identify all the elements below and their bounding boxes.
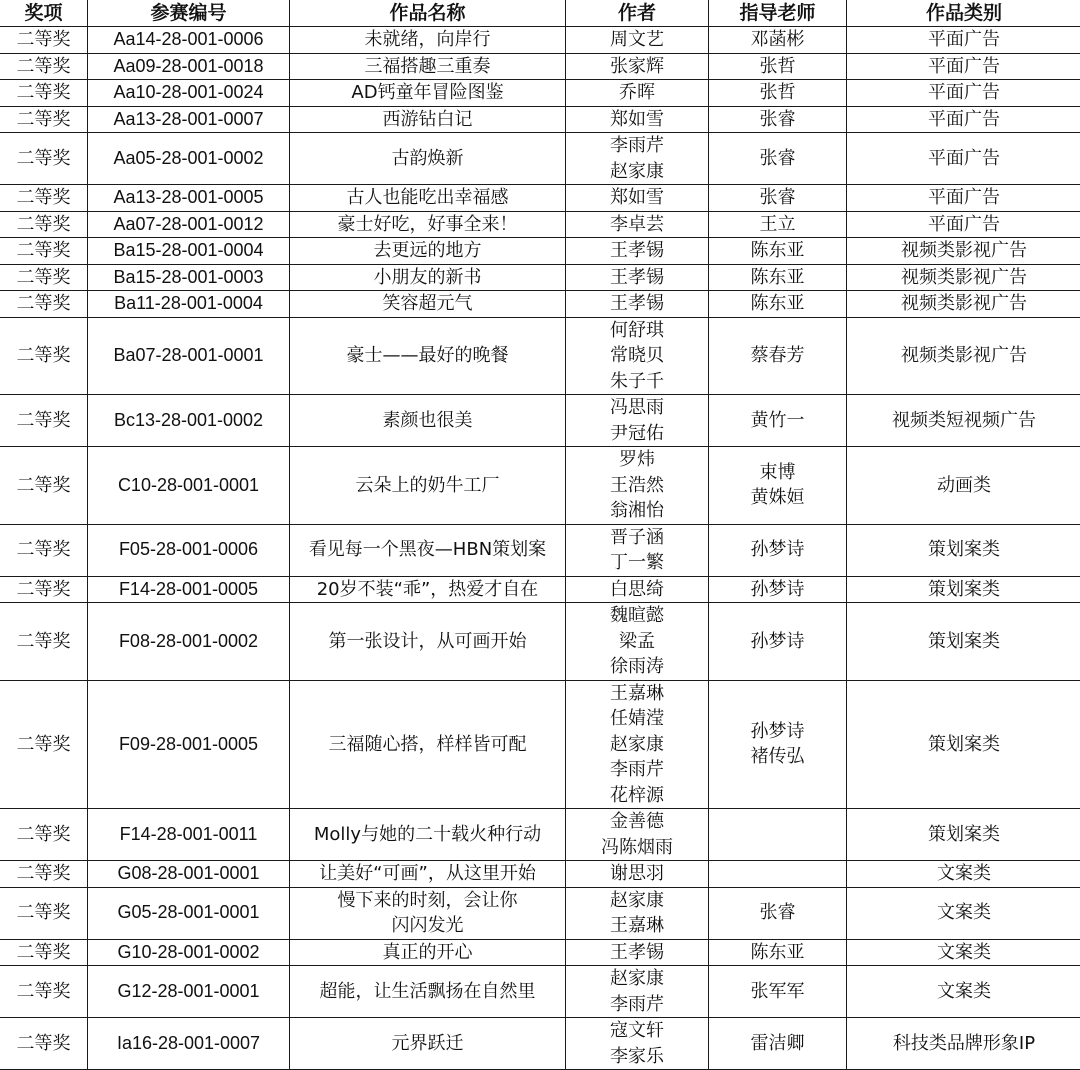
entry-code-cell: Bc13-28-001-0002 — [88, 395, 290, 447]
entry-code-cell: Aa05-28-001-0002 — [88, 133, 290, 185]
advisor-cell — [709, 80, 847, 107]
work-title-cell — [290, 53, 566, 80]
advisor-cell — [709, 809, 847, 861]
award-cell: 二等奖 — [0, 27, 88, 54]
author-name: 赵家康 — [566, 966, 708, 992]
table-row — [0, 576, 1080, 603]
author-cell — [566, 680, 709, 809]
entry-code-cell: G05-28-001-0001 — [88, 887, 290, 939]
work-title-line: 闪闪发光 — [290, 913, 565, 939]
work-title-line: 云朵上的奶牛工厂 — [290, 473, 565, 499]
advisor-cell — [709, 576, 847, 603]
advisor-cell — [709, 447, 847, 525]
header-award: 奖项 — [0, 0, 88, 27]
author-name: 何舒琪 — [566, 318, 708, 344]
author-name: 张家辉 — [566, 54, 708, 80]
entry-code-cell: F08-28-001-0002 — [88, 603, 290, 681]
entry-code-cell: Ia16-28-001-0007 — [88, 1018, 290, 1070]
work-title-line: 古人也能吃出幸福感 — [290, 185, 565, 211]
advisor-cell — [709, 680, 847, 809]
advisor-name: 黄竹一 — [709, 408, 846, 434]
work-title-line: 第一张设计，从可画开始 — [290, 629, 565, 655]
author-name: 乔晖 — [566, 80, 708, 106]
entry-code-cell: Aa13-28-001-0007 — [88, 106, 290, 133]
author-name: 郑如雪 — [566, 185, 708, 211]
award-cell: 二等奖 — [0, 861, 88, 888]
table-row — [0, 291, 1080, 318]
advisor-name: 黄姝姮 — [709, 485, 846, 511]
table-row — [0, 211, 1080, 238]
work-title-line: 西游钻白记 — [290, 107, 565, 133]
work-category-cell: 策划案类 — [847, 603, 1080, 681]
author-cell — [566, 395, 709, 447]
advisor-name: 张哲 — [709, 54, 846, 80]
work-title-line: 慢下来的时刻，会让你 — [290, 888, 565, 914]
author-name: 赵家康 — [566, 888, 708, 914]
work-title-cell — [290, 887, 566, 939]
author-name: 赵家康 — [566, 732, 708, 758]
table-row — [0, 395, 1080, 447]
header-entry-code: 参赛编号 — [88, 0, 290, 27]
header-work-title: 作品名称 — [290, 0, 566, 27]
advisor-cell — [709, 939, 847, 966]
work-category-cell: 策划案类 — [847, 680, 1080, 809]
work-category-cell: 视频类影视广告 — [847, 264, 1080, 291]
work-category-cell: 平面广告 — [847, 106, 1080, 133]
table-row — [0, 680, 1080, 809]
work-title-line: 未就绪，向岸行 — [290, 27, 565, 53]
work-title-line: AD钙童年冒险图鉴 — [290, 80, 565, 106]
entry-code-cell: Aa13-28-001-0005 — [88, 185, 290, 212]
work-category-cell: 科技类品牌形象IP — [847, 1018, 1080, 1070]
work-category-cell: 平面广告 — [847, 133, 1080, 185]
work-category-cell: 平面广告 — [847, 80, 1080, 107]
advisor-name: 雷洁卿 — [709, 1031, 846, 1057]
advisor-name: 陈东亚 — [709, 238, 846, 264]
author-name: 王孝锡 — [566, 265, 708, 291]
author-name: 郑如雪 — [566, 107, 708, 133]
award-cell: 二等奖 — [0, 395, 88, 447]
author-name: 王嘉琳 — [566, 681, 708, 707]
work-title-cell — [290, 185, 566, 212]
author-name: 梁孟 — [566, 629, 708, 655]
advisor-name: 张军军 — [709, 979, 846, 1005]
author-name: 白思绮 — [566, 577, 708, 603]
author-name: 晋子涵 — [566, 525, 708, 551]
entry-code-cell: F05-28-001-0006 — [88, 524, 290, 576]
author-name: 朱子千 — [566, 369, 708, 395]
entry-code-cell: Aa10-28-001-0024 — [88, 80, 290, 107]
author-cell — [566, 185, 709, 212]
table-row — [0, 80, 1080, 107]
work-category-cell: 文案类 — [847, 966, 1080, 1018]
entry-code-cell: F09-28-001-0005 — [88, 680, 290, 809]
entry-code-cell: Ba07-28-001-0001 — [88, 317, 290, 395]
entry-code-cell: Ba15-28-001-0003 — [88, 264, 290, 291]
author-cell — [566, 264, 709, 291]
work-title-cell — [290, 861, 566, 888]
work-title-line: 三福随心搭，样样皆可配 — [290, 732, 565, 758]
work-category-cell: 平面广告 — [847, 27, 1080, 54]
work-title-cell — [290, 238, 566, 265]
advisor-name: 孙梦诗 — [709, 719, 846, 745]
advisor-name: 孙梦诗 — [709, 537, 846, 563]
work-title-cell — [290, 603, 566, 681]
table-row — [0, 524, 1080, 576]
table-row — [0, 53, 1080, 80]
advisor-name: 张睿 — [709, 900, 846, 926]
advisor-name: 张睿 — [709, 107, 846, 133]
advisor-name: 陈东亚 — [709, 291, 846, 317]
advisor-name: 王立 — [709, 212, 846, 238]
entry-code-cell: C10-28-001-0001 — [88, 447, 290, 525]
author-name: 冯思雨 — [566, 395, 708, 421]
work-category-cell: 文案类 — [847, 939, 1080, 966]
author-name: 李卓芸 — [566, 212, 708, 238]
author-name: 翁湘怡 — [566, 498, 708, 524]
work-title-cell — [290, 80, 566, 107]
award-cell: 二等奖 — [0, 80, 88, 107]
advisor-cell — [709, 106, 847, 133]
author-name: 尹冠佑 — [566, 421, 708, 447]
author-name: 常晓贝 — [566, 343, 708, 369]
advisor-name: 邓菡彬 — [709, 27, 846, 53]
work-category-cell: 策划案类 — [847, 809, 1080, 861]
work-title-cell — [290, 576, 566, 603]
table-row — [0, 939, 1080, 966]
table-row — [0, 264, 1080, 291]
author-name: 谢思羽 — [566, 861, 708, 887]
table-row — [0, 317, 1080, 395]
author-name: 冯陈烟雨 — [566, 835, 708, 861]
advisor-cell — [709, 317, 847, 395]
work-title-cell — [290, 447, 566, 525]
work-title-cell — [290, 939, 566, 966]
award-cell: 二等奖 — [0, 809, 88, 861]
author-cell — [566, 861, 709, 888]
work-category-cell: 视频类短视频广告 — [847, 395, 1080, 447]
advisor-name: 褚传弘 — [709, 744, 846, 770]
award-cell: 二等奖 — [0, 238, 88, 265]
work-title-line: 真正的开心 — [290, 940, 565, 966]
work-title-cell — [290, 395, 566, 447]
work-title-cell — [290, 966, 566, 1018]
advisor-cell — [709, 966, 847, 1018]
header-work-category: 作品类别 — [847, 0, 1080, 27]
work-title-line: 素颜也很美 — [290, 408, 565, 434]
work-title-cell — [290, 1018, 566, 1070]
author-cell — [566, 966, 709, 1018]
advisor-name: 陈东亚 — [709, 265, 846, 291]
entry-code-cell: G10-28-001-0002 — [88, 939, 290, 966]
award-cell: 二等奖 — [0, 447, 88, 525]
work-title-cell — [290, 680, 566, 809]
work-category-cell: 策划案类 — [847, 524, 1080, 576]
advisor-cell — [709, 395, 847, 447]
advisor-cell — [709, 887, 847, 939]
table-row — [0, 238, 1080, 265]
advisor-cell — [709, 185, 847, 212]
work-title-cell — [290, 27, 566, 54]
header-advisor: 指导老师 — [709, 0, 847, 27]
author-name: 花梓源 — [566, 783, 708, 809]
work-title-cell — [290, 264, 566, 291]
work-title-cell — [290, 524, 566, 576]
author-cell — [566, 53, 709, 80]
advisor-cell — [709, 1018, 847, 1070]
author-name: 罗炜 — [566, 447, 708, 473]
table-row — [0, 133, 1080, 185]
author-name: 魏暄懿 — [566, 603, 708, 629]
advisor-cell — [709, 133, 847, 185]
entry-code-cell: G08-28-001-0001 — [88, 861, 290, 888]
advisor-name: 蔡春芳 — [709, 343, 846, 369]
work-category-cell: 平面广告 — [847, 185, 1080, 212]
author-cell — [566, 939, 709, 966]
work-category-cell: 平面广告 — [847, 53, 1080, 80]
author-name: 丁一繁 — [566, 550, 708, 576]
award-cell: 二等奖 — [0, 106, 88, 133]
entry-code-cell: Ba11-28-001-0004 — [88, 291, 290, 318]
table-row — [0, 106, 1080, 133]
entry-code-cell: F14-28-001-0011 — [88, 809, 290, 861]
award-cell: 二等奖 — [0, 133, 88, 185]
author-name: 李雨芹 — [566, 757, 708, 783]
work-title-cell — [290, 133, 566, 185]
author-cell — [566, 291, 709, 318]
work-category-cell: 平面广告 — [847, 211, 1080, 238]
advisor-cell — [709, 861, 847, 888]
table-row — [0, 809, 1080, 861]
table-row — [0, 861, 1080, 888]
header-row — [0, 0, 1080, 27]
work-title-cell — [290, 211, 566, 238]
work-category-cell: 动画类 — [847, 447, 1080, 525]
work-title-line: 超能，让生活飘扬在自然里 — [290, 979, 565, 1005]
award-cell: 二等奖 — [0, 211, 88, 238]
author-cell — [566, 238, 709, 265]
award-cell: 二等奖 — [0, 291, 88, 318]
author-cell — [566, 524, 709, 576]
advisor-name: 张睿 — [709, 146, 846, 172]
author-name: 周文艺 — [566, 27, 708, 53]
author-name: 王嘉琳 — [566, 913, 708, 939]
work-title-cell — [290, 106, 566, 133]
entry-code-cell: Ba15-28-001-0004 — [88, 238, 290, 265]
entry-code-cell: Aa07-28-001-0012 — [88, 211, 290, 238]
advisor-cell — [709, 603, 847, 681]
award-cell: 二等奖 — [0, 576, 88, 603]
author-name: 李家乐 — [566, 1044, 708, 1070]
advisor-cell — [709, 211, 847, 238]
header-author: 作者 — [566, 0, 709, 27]
table-row — [0, 603, 1080, 681]
award-cell: 二等奖 — [0, 185, 88, 212]
advisor-cell — [709, 53, 847, 80]
award-cell: 二等奖 — [0, 680, 88, 809]
author-cell — [566, 1018, 709, 1070]
advisor-name: 张哲 — [709, 80, 846, 106]
award-cell: 二等奖 — [0, 53, 88, 80]
entry-code-cell: Aa09-28-001-0018 — [88, 53, 290, 80]
table-header — [0, 0, 1080, 27]
advisor-name: 束博 — [709, 460, 846, 486]
author-name: 寇文轩 — [566, 1018, 708, 1044]
entry-code-cell: F14-28-001-0005 — [88, 576, 290, 603]
advisor-name: 陈东亚 — [709, 940, 846, 966]
author-cell — [566, 576, 709, 603]
award-cell: 二等奖 — [0, 317, 88, 395]
table-row — [0, 966, 1080, 1018]
work-title-line: 看见每一个黑夜—HBN策划案 — [290, 537, 565, 563]
award-cell: 二等奖 — [0, 264, 88, 291]
work-category-cell: 文案类 — [847, 861, 1080, 888]
author-cell — [566, 317, 709, 395]
advisor-name: 张睿 — [709, 185, 846, 211]
table-body — [0, 27, 1080, 1070]
entry-code-cell: G12-28-001-0001 — [88, 966, 290, 1018]
author-cell — [566, 211, 709, 238]
author-name: 任婧滢 — [566, 706, 708, 732]
work-title-line: 豪士——最好的晚餐 — [290, 343, 565, 369]
work-title-line: 元界跃迁 — [290, 1031, 565, 1057]
author-cell — [566, 603, 709, 681]
award-cell: 二等奖 — [0, 887, 88, 939]
advisor-name: 孙梦诗 — [709, 629, 846, 655]
work-title-line: 去更远的地方 — [290, 238, 565, 264]
work-title-line: 让美好“可画”，从这里开始 — [290, 861, 565, 887]
table-row — [0, 447, 1080, 525]
author-cell — [566, 447, 709, 525]
work-category-cell: 视频类影视广告 — [847, 291, 1080, 318]
work-category-cell: 文案类 — [847, 887, 1080, 939]
advisor-cell — [709, 264, 847, 291]
entry-code-cell: Aa14-28-001-0006 — [88, 27, 290, 54]
table-row — [0, 27, 1080, 54]
work-title-line: Molly与她的二十载火种行动 — [290, 822, 565, 848]
work-title-line: 笑容超元气 — [290, 291, 565, 317]
author-cell — [566, 27, 709, 54]
author-name: 赵家康 — [566, 159, 708, 185]
author-name: 王浩然 — [566, 473, 708, 499]
author-cell — [566, 133, 709, 185]
advisor-cell — [709, 524, 847, 576]
award-cell: 二等奖 — [0, 603, 88, 681]
table-row — [0, 185, 1080, 212]
table-row — [0, 1018, 1080, 1070]
author-name: 王孝锡 — [566, 291, 708, 317]
award-cell: 二等奖 — [0, 939, 88, 966]
author-name: 徐雨涛 — [566, 654, 708, 680]
author-cell — [566, 887, 709, 939]
work-title-line: 豪士好吃，好事全来！ — [290, 212, 565, 238]
work-category-cell: 视频类影视广告 — [847, 238, 1080, 265]
work-title-line: 古韵焕新 — [290, 146, 565, 172]
author-cell — [566, 106, 709, 133]
advisor-cell — [709, 27, 847, 54]
advisor-cell — [709, 291, 847, 318]
advisor-cell — [709, 238, 847, 265]
author-cell — [566, 80, 709, 107]
work-title-line: 三福搭趣三重奏 — [290, 54, 565, 80]
author-name: 王孝锡 — [566, 940, 708, 966]
award-cell: 二等奖 — [0, 524, 88, 576]
work-title-cell — [290, 317, 566, 395]
work-title-cell — [290, 291, 566, 318]
author-name: 金善德 — [566, 809, 708, 835]
work-title-line: 小朋友的新书 — [290, 265, 565, 291]
author-name: 李雨芹 — [566, 133, 708, 159]
table-row — [0, 887, 1080, 939]
work-category-cell: 视频类影视广告 — [847, 317, 1080, 395]
work-category-cell: 策划案类 — [847, 576, 1080, 603]
author-name: 李雨芹 — [566, 992, 708, 1018]
advisor-name: 孙梦诗 — [709, 577, 846, 603]
author-cell — [566, 809, 709, 861]
work-title-line: 20岁不装“乖”，热爱才自在 — [290, 577, 565, 603]
work-title-cell — [290, 809, 566, 861]
award-cell: 二等奖 — [0, 966, 88, 1018]
author-name: 王孝锡 — [566, 238, 708, 264]
award-cell: 二等奖 — [0, 1018, 88, 1070]
